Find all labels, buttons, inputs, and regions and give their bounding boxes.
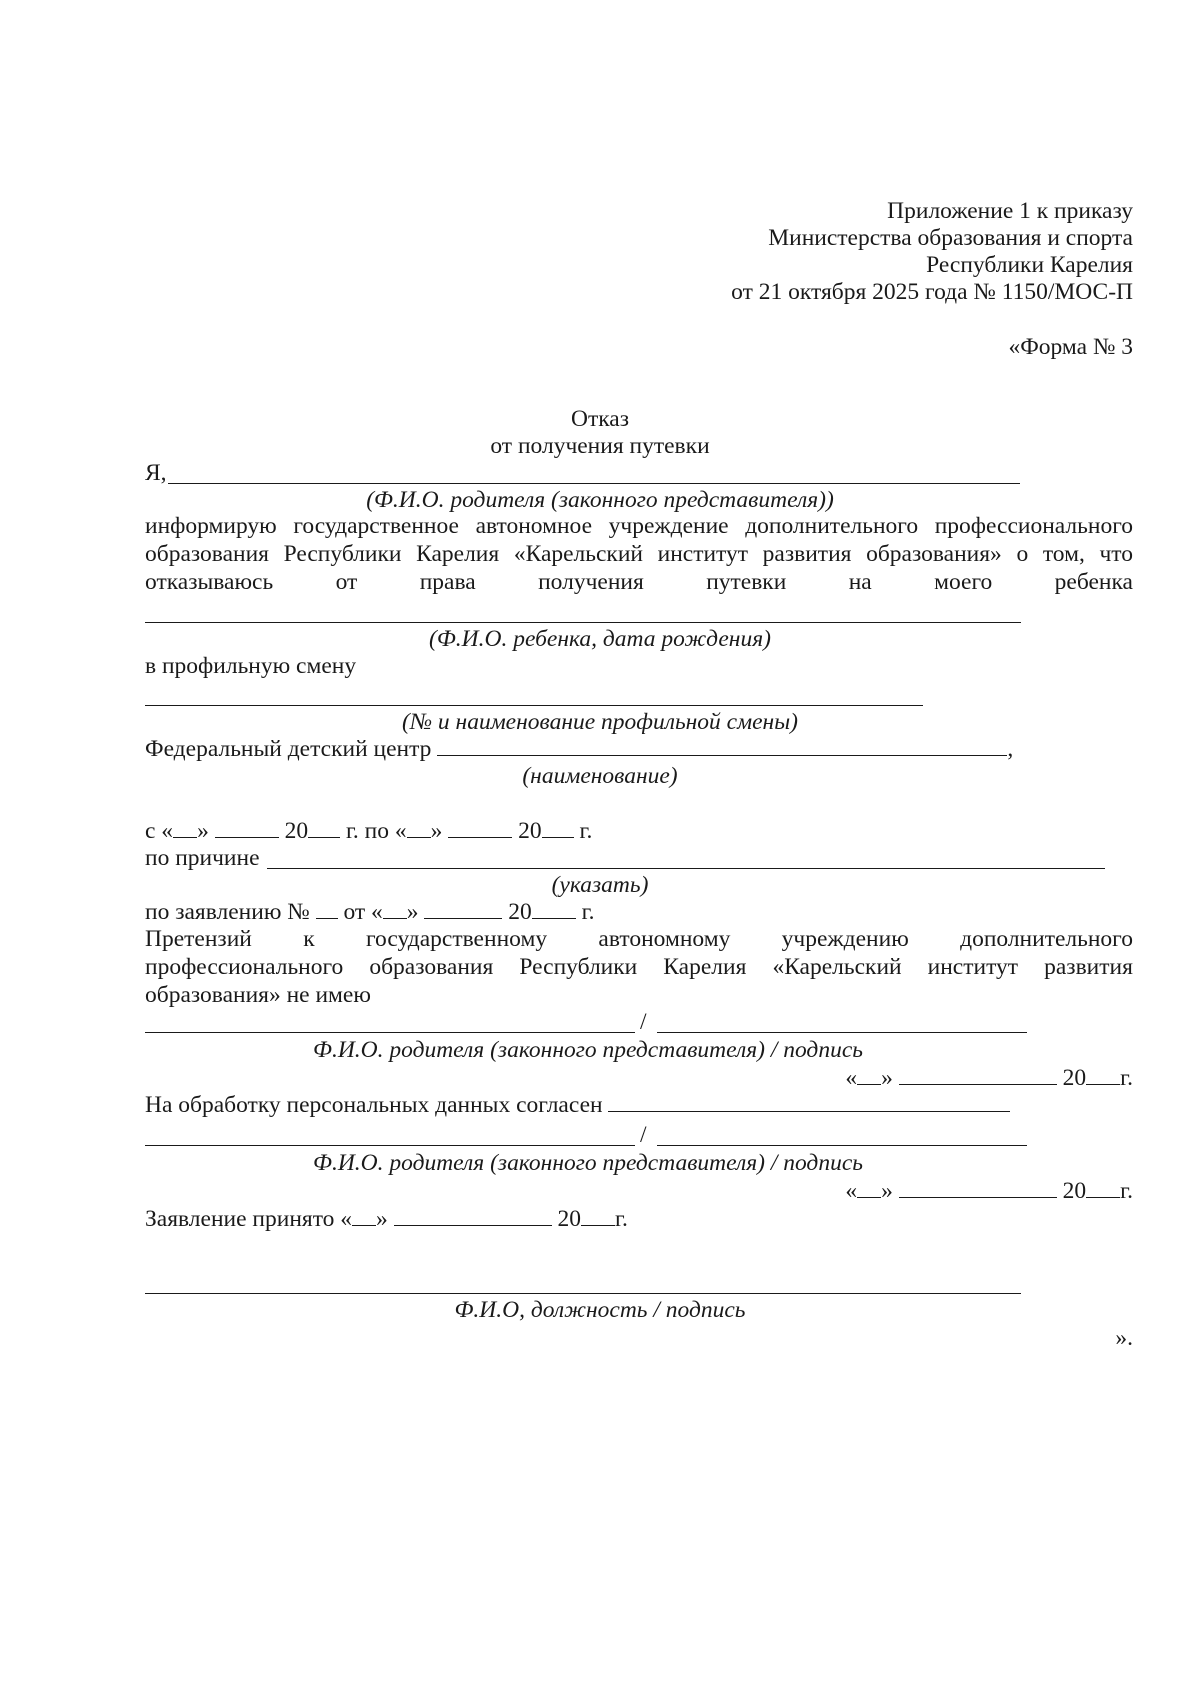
slash-1: / [640,1009,647,1035]
parent-name-signature-field-2[interactable] [145,1145,635,1146]
slash-2: / [640,1122,647,1148]
period-from-year-field[interactable] [308,817,340,838]
parent-name-field[interactable] [168,483,1020,484]
reason-label: по причине [145,845,260,871]
application-number-field[interactable] [316,898,338,919]
period-to-year-field[interactable] [542,817,574,838]
parent-caption: (Ф.И.О. родителя (законного представителя)) [366,487,834,513]
inform-line-3: отказываюсь от права получения путевки на моего ребенка [145,569,1133,595]
child-name-field[interactable] [145,622,1021,623]
consent-row: На обработку персональных данных согласен [145,1091,1010,1119]
application-year-field[interactable] [532,898,576,919]
ya-label: Я, [145,460,167,486]
official-signature-field[interactable] [145,1293,1021,1294]
accepted-year-field[interactable] [581,1205,615,1226]
inform-line-1: информирую государственное автономное учреждение дополнительного профессионального [145,513,1133,539]
sign-date-2: « » 20 г. [845,1178,1133,1204]
header-line-2: Министерства образования и спорта [768,225,1133,251]
doc-title: Отказ [570,406,629,432]
accepted-day-field[interactable] [352,1205,376,1226]
header-line-4: от 21 октября 2025 года № 1150/МОС-П [731,279,1133,305]
sign-caption-1: Ф.И.О. родителя (законного представителя) / подпись [313,1037,863,1063]
reason-caption: (указать) [551,872,649,898]
accepted-row: Заявление принято « » 20 г. [145,1206,628,1232]
sign-date-1-year-field[interactable] [1086,1064,1120,1085]
claims-line-1: Претензий к государственному автономному учреждению дополнительного [145,926,1133,952]
center-row: Федеральный детский центр , [145,736,1014,762]
child-caption: (Ф.И.О. ребенка, дата рождения) [429,626,771,652]
claims-line-3: образования» не имею [145,982,371,1008]
period-to-day-field[interactable] [407,817,431,838]
shift-caption: (№ и наименование профильной смены) [402,709,798,735]
period-from-month-field[interactable] [215,817,279,838]
center-field[interactable] [437,735,1007,756]
period-to-month-field[interactable] [448,817,512,838]
sign-date-1-month-field[interactable] [899,1064,1057,1085]
reason-field[interactable] [267,868,1105,869]
sign-caption-2: Ф.И.О. родителя (законного представителя) / подпись [313,1150,863,1176]
application-month-field[interactable] [424,898,502,919]
sign-date-1-day-field[interactable] [857,1064,881,1085]
parent-name-signature-field-1[interactable] [145,1032,635,1033]
shift-label: в профильную смену [145,653,357,679]
shift-field[interactable] [145,705,923,706]
claims-line-2: профессионального образования Республики Карелия «Карельский институт развития [145,954,1133,980]
header-line-3: Республики Карелия [926,252,1133,278]
doc-subtitle: от получения путевки [490,433,710,459]
application-row: по заявлению № от « » 20 г. [145,899,595,925]
parent-signature-field-1[interactable] [657,1032,1027,1033]
inform-line-2: образования Республики Карелия «Карельский институт развития образования» о том, что [145,541,1133,567]
sign-date-1: « » 20 г. [845,1065,1133,1091]
period-row: с « » 20 г. по « » 20 г. [145,818,593,844]
period-from-day-field[interactable] [173,817,197,838]
parent-signature-field-2[interactable] [657,1145,1027,1146]
header-line-1: Приложение 1 к приказу [887,198,1133,224]
official-caption: Ф.И.О, должность / подпись [454,1297,746,1323]
consent-field[interactable] [608,1091,1010,1112]
sign-date-2-day-field[interactable] [857,1177,881,1198]
center-caption: (наименование) [522,763,678,789]
closing-quote: ». [1115,1325,1133,1351]
sign-date-2-year-field[interactable] [1086,1177,1120,1198]
form-number: «Форма № 3 [1008,334,1133,360]
application-day-field[interactable] [383,898,407,919]
accepted-month-field[interactable] [394,1205,552,1226]
sign-date-2-month-field[interactable] [899,1177,1057,1198]
